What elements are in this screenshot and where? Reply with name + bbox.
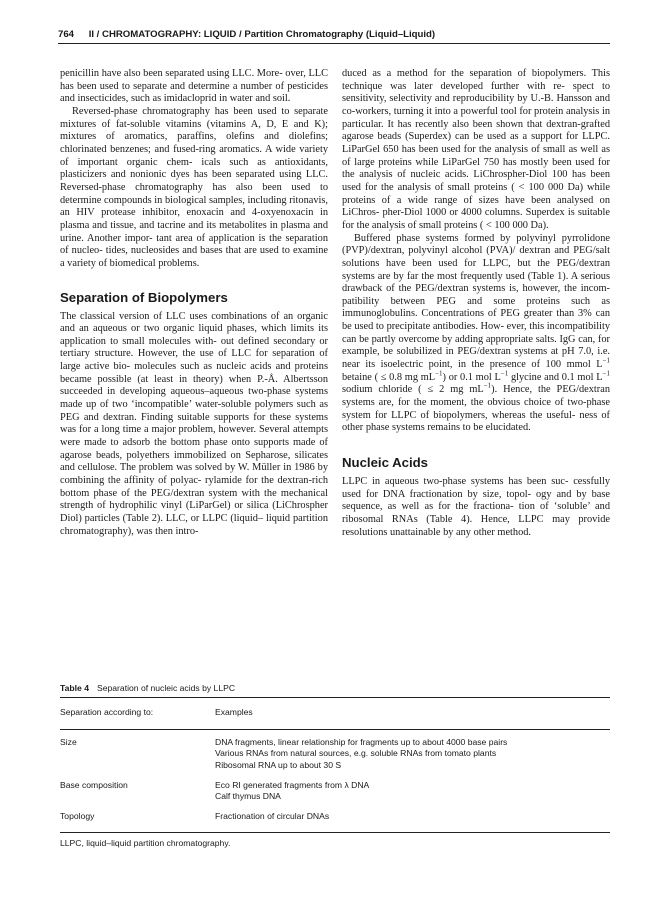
left-paragraph-1: penicillin have also been separated using LLC. More- over, LLC has been used to separate and determine a number of pesticides and insecticides, such as imidacloprid in water and soil. — [60, 68, 328, 105]
table-title: Separation of nucleic acids by LLPC — [96, 683, 236, 693]
left-column — [60, 68, 328, 538]
left-paragraph-2: Reversed-phase chromatography has been used to separate mixtures of fat-soluble vitamins (vitamins A, D, E and K); mixtures of aromatics, paraffins, olefins and diolefins; chlorinated benzenes; and fused-ring aromatics. A wide variety of important organic chem- icals such as antioxidants, plasticizers and nonionic dyes has been separated using LLC. Reversed-phase chromatography has also been used to determine compounds in biological samples, including ritonavis, an HIV protease inhibitor, enoxacin and 4-oxyenoxacin in plasma and tissue, and tacrine and its metabolites in plasma and urine. Another impor- tant area of application is the separation of nucleo- tides, nucleosides and bases that are used to examine a variety of biomedical problems. — [60, 105, 328, 269]
table-header-row — [60, 698, 610, 729]
running-header — [58, 29, 610, 44]
table-cell-example: Eco RI generated fragments from λ DNA — [215, 779, 370, 790]
table-col-header-1: Separation according to: — [60, 707, 154, 717]
section-heading-biopolymers: Separation of Biopolymers — [60, 289, 228, 305]
table-row — [60, 737, 610, 771]
right-paragraph-3: LLPC in aqueous two-phase systems has been suc- cessfully used for DNA fractionation by size, topol- ogy and by base sequence, as well as for the fractiona- tion of ‘soluble’ and ribosomal RNAs (Table 4). Hence, LLPC may provide resolutions unattainable by any other method. — [342, 476, 610, 538]
right-column — [342, 68, 610, 539]
section-heading-nucleic-acids: Nucleic Acids — [342, 455, 428, 471]
table-cell-example: Various RNAs from natural sources, e.g. soluble RNAs from tomato plants — [215, 748, 497, 759]
running-title: II / CHROMATOGRAPHY: LIQUID / Partition Chromatography (Liquid–Liquid) — [88, 29, 436, 40]
table-label: Table 4 — [60, 683, 89, 693]
table-4 — [60, 683, 610, 848]
table-cell-category: Size — [60, 737, 77, 747]
right-paragraph-2: Buffered phase systems formed by polyvinyl pyrrolidone (PVP)/dextran, polyvinyl alcohol (PVA)/ dextran and PEG/salt solutions have been used for LLPC, but the PEG/dextran systems are by far the most frequently used (Table 1). A serious drawback of the PEG/dextran systems is, however, the incom- patibility between PEG and some proteins such as immunoglobulins. Concentrations of PEG greater than 3% can be used to precipitate antibodies. How- ever, this incompatibility can be partly overcome by adding appropriate salts. IgG can, for example, be solubilized in PEG/dextran systems at pH 7.0, i.e. near its isoelectric point, in the presence of 100 mmol $L^{-1}$ betaine ( ≤ 0.8 mg $mL^{-1}$) or 0.1 mol $L^{-1}$ glycine and 0.1 mol $L^{-1}$ sodium chloride ( ≤ 2 mg $mL^{-1}$). Hence, the PEG/dextran systems are, for the moment, the obvious choice of two-phase system for LLPC of biopolymers, whereas the useful- ness of other phase systems remains to be elucidated. — [342, 232, 610, 434]
page-number: 764 — [58, 29, 75, 40]
table-cell-example: Ribosomal RNA up to about 30 S — [215, 759, 342, 770]
table-row — [60, 780, 610, 803]
table-cell-category: Base composition — [60, 779, 128, 790]
table-cell-category: Topology — [60, 811, 95, 822]
table-col-header-2: Examples — [215, 707, 253, 717]
table-row — [60, 811, 610, 822]
table-cell-example: Fractionation of circular DNAs — [215, 811, 330, 822]
table-cell-example: Calf thymus DNA — [215, 791, 281, 802]
table-cell-example: DNA fragments, linear relationship for fragments up to about 4000 base pairs — [215, 737, 508, 747]
table-footnote: LLPC, liquid–liquid partition chromatography. — [60, 837, 231, 848]
table-caption — [60, 683, 610, 697]
left-paragraph-3: The classical version of LLC uses combinations of an organic and an aqueous or two organic liquid phases, which limits its application to small molecules with- out defined secondary or tertiary structure. However, the use of LLC for separation of large active bio- molecules such as nucleic acids and proteins became possible (at least in theory) when P.-Å. Albertsson succeeded in developing aqueous–aqueous two-phase systems made up of two ‘incompatible’ water-soluble polymers such as PEG and dextran. Finding suitable supports for these systems was for a long time a major problem, however. Several attempts were made to adsorb the bottom phase onto supports made of agarose beads, polyethers immobilized on Sepharose, silicates and cellulose. The problem was solved by W. Müller in 1986 by combining the affinity of polyac- rylamide for the dextran-rich bottom phase of the PEG/dextran system with the mechanical strength of hydrophilic vinyl (LiParGel) or silica (LiChrospher Diol) particles (Table 2). LLC, or LLPC (liquid– liquid partition chromatography), was then intro- — [60, 310, 328, 537]
right-paragraph-1: duced as a method for the separation of biopolymers. This technique was later developed further with re- spect to sensitivity, selectivity and reproducibility by U.-B. Hansson and co-workers, turning it into a powerful tool for protein analysis in particular. It has recently also been shown that dextran-grafted agarose beads (Superdex) can be used as a support for LLPC. LiParGel 650 has been used for the analysis of small as well as of large proteins while LiParGel 750 has mostly been used for the analysis of nucleic acids. LiChrospher-Diol 100 has been used for the analysis of small proteins ( < 100 000 Da) while proteins of a wide range of sizes have been analysed on LiChros- pher-Diol 1000 or 4000 columns. Superdex is suitable for the analysis of small proteins ( < 100 000 Da). — [342, 68, 610, 231]
